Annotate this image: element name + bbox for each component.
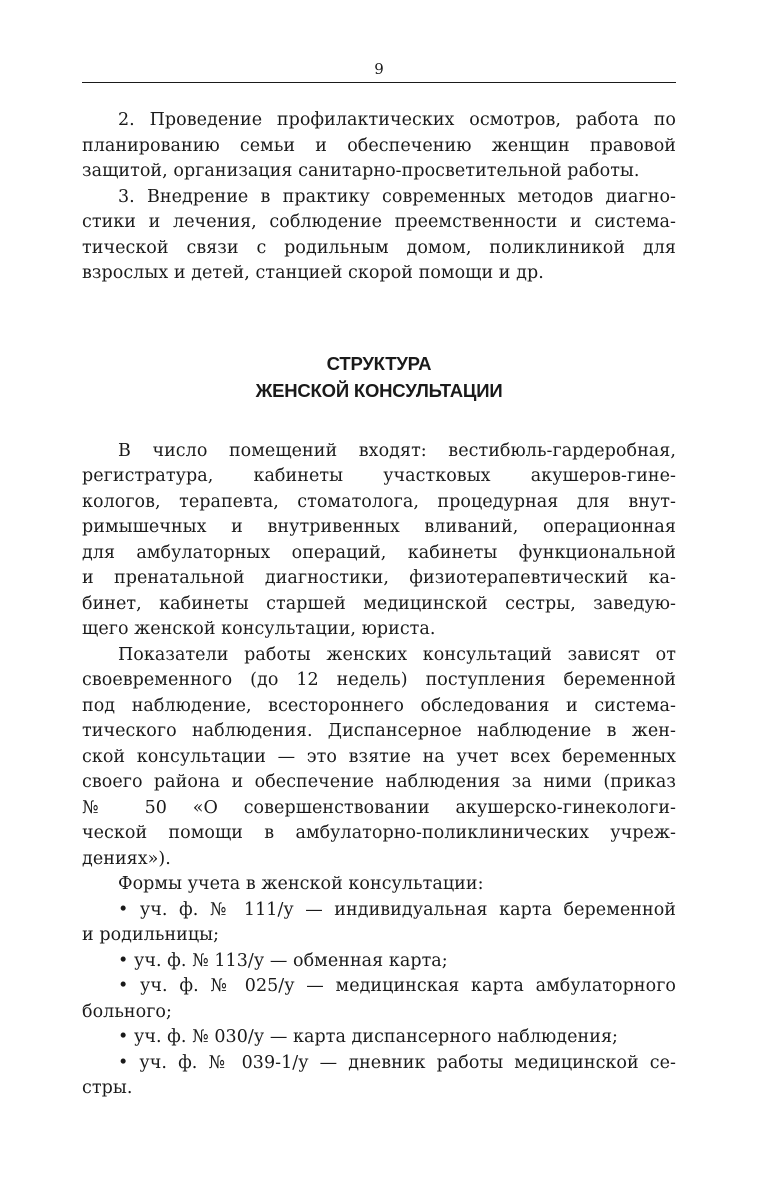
text-line: • уч. ф. № 039-1/у — дневник работы медицинской се- bbox=[118, 1052, 676, 1073]
list-item bbox=[82, 1025, 676, 1051]
text-line: регистратура, кабинеты участковых акушеров-гине- bbox=[82, 466, 676, 486]
text-line: своевременного (до 12 недель) поступления беременной bbox=[82, 670, 676, 690]
text-line: и пренатальной диагностики, физиотерапевтический ка- bbox=[82, 568, 676, 588]
text-line: для амбулаторных операций, кабинеты функциональной bbox=[82, 542, 676, 563]
text-line: дениях»). bbox=[82, 848, 171, 869]
text-line: тической связи с родильным домом, поликлиникой для bbox=[82, 237, 676, 258]
text-line: • уч. ф. № 030/у — карта диспансерного наблюдения; bbox=[118, 1027, 619, 1047]
text-line: № 50 «О совершенствовании акушерско-гинекологи- bbox=[82, 797, 676, 818]
text-line: взрослых и детей, станцией скорой помощи и др. bbox=[82, 263, 544, 283]
text-line: • уч. ф. № 111/у — индивидуальная карта беременной bbox=[118, 899, 676, 920]
heading-line: ЖЕНСКОЙ КОНСУЛЬТАЦИИ bbox=[255, 379, 503, 401]
text-line: кологов, терапевта, стоматолога, процедурная для внут- bbox=[82, 491, 676, 512]
list-intro: Формы учета в женской консультации: bbox=[118, 874, 484, 894]
paragraph-rooms bbox=[82, 439, 676, 643]
text-line: под наблюдение, всестороннего обследования и система- bbox=[82, 695, 676, 716]
paragraph-item-2 bbox=[82, 108, 676, 185]
list-item bbox=[82, 974, 676, 1025]
text-line: ской консультации — это взятие на учет всех беременных bbox=[82, 746, 676, 767]
header-rule bbox=[82, 82, 676, 83]
paragraph-indicators bbox=[82, 643, 676, 873]
text-line: защитой, организация санитарно-просветительной работы. bbox=[82, 161, 640, 181]
text-line: • уч. ф. № 113/у — обменная карта; bbox=[118, 950, 448, 971]
text-line: бинет, кабинеты старшей медицинской сестры, заведую- bbox=[82, 593, 676, 614]
text-line: тического наблюдения. Диспансерное наблюдение в жен- bbox=[82, 721, 676, 741]
text-line: щего женской консультации, юриста. bbox=[82, 619, 436, 639]
list-item bbox=[82, 949, 676, 975]
text-line: своего района и обеспечение наблюдения за ними (приказ bbox=[82, 772, 676, 792]
text-line: • уч. ф. № 025/у — медицинская карта амбулаторного bbox=[118, 976, 676, 996]
list-item bbox=[82, 898, 676, 949]
paragraph-item-3 bbox=[82, 185, 676, 287]
text-line: 3. Внедрение в практику современных методов диагно- bbox=[118, 186, 676, 207]
text-line: стики и лечения, соблюдение преемственности и система- bbox=[82, 212, 676, 232]
forms-list bbox=[82, 872, 676, 1102]
page-number: 9 bbox=[374, 60, 384, 78]
text-line: ческой помощи в амбулаторно-поликлинических учреж- bbox=[82, 823, 676, 843]
text-line: планированию семьи и обеспечению женщин правовой bbox=[82, 135, 676, 156]
text-line: 2. Проведение профилактических осмотров, работа по bbox=[118, 110, 676, 130]
list-item bbox=[82, 1051, 676, 1102]
text-line: больного; bbox=[82, 1001, 172, 1022]
page-content bbox=[82, 108, 676, 1102]
text-line: стры. bbox=[82, 1078, 133, 1098]
text-line: римышечных и внутривенных вливаний, операционная bbox=[82, 517, 676, 537]
text-line: и родильницы; bbox=[82, 925, 220, 945]
section-heading bbox=[82, 350, 676, 404]
heading-line: СТРУКТУРА bbox=[326, 352, 432, 374]
text-line: В число помещений входят: вестибюль-гардеробная, bbox=[118, 440, 676, 461]
text-line: Показатели работы женских консультаций зависят от bbox=[118, 644, 676, 665]
